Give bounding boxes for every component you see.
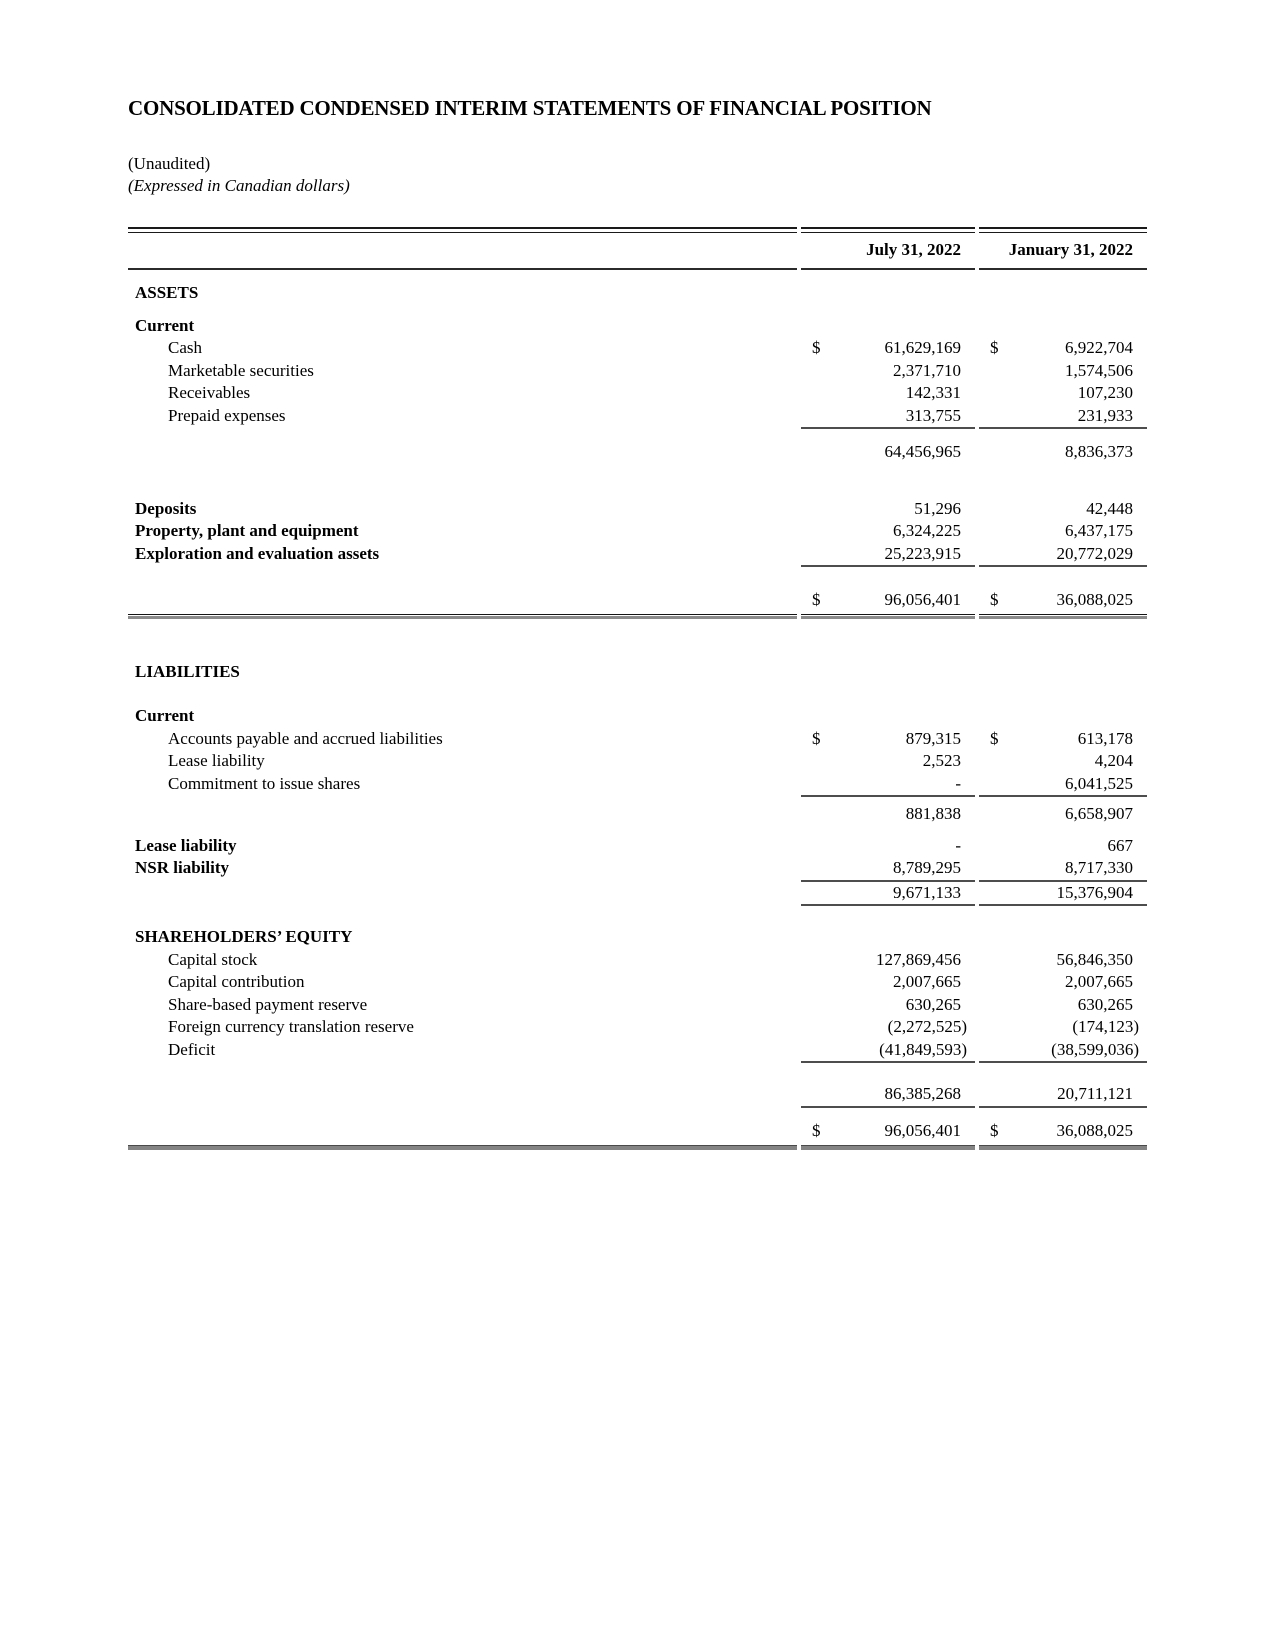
row-value [979, 498, 1147, 521]
spacer [128, 429, 1147, 441]
amount: (2,272,525) [887, 1017, 967, 1036]
row-value [801, 857, 975, 882]
amount: - [955, 773, 961, 793]
amount: (174,123) [1072, 1017, 1139, 1036]
amount: 142,331 [905, 383, 961, 402]
spacer [128, 906, 1147, 926]
amount: 2,371,710 [893, 360, 961, 380]
unaudited-note: (Unaudited) [128, 154, 211, 173]
table-row [128, 705, 1147, 728]
row-value [979, 835, 1147, 858]
amount: 313,755 [905, 405, 961, 425]
table-row [128, 315, 1147, 338]
rule-segment [128, 1145, 797, 1150]
row-value [979, 543, 1147, 568]
row-value [979, 520, 1147, 543]
header-bottom-rule [128, 268, 1147, 270]
row-value [801, 282, 975, 305]
amount: 8,836,373 [1065, 442, 1133, 461]
page-title: CONSOLIDATED CONDENSED INTERIM STATEMENTS OF FINANCIAL POSITION [128, 96, 932, 120]
amount: 2,523 [922, 751, 961, 770]
row-value [979, 773, 1147, 798]
table-row [128, 1083, 1147, 1108]
amount: 9,671,133 [893, 882, 961, 902]
row-label: NSR liability [135, 858, 229, 877]
row-label: Lease liability [168, 751, 265, 770]
row-value [801, 803, 975, 826]
total-rule [128, 1145, 1147, 1150]
row-value [979, 441, 1147, 464]
currency-note: (Expressed in Canadian dollars) [128, 176, 350, 195]
row-label [128, 589, 797, 612]
spacer [128, 464, 1147, 498]
row-value [979, 949, 1147, 972]
table-row [128, 589, 1147, 612]
row-value [801, 1083, 975, 1108]
amount: 25,223,915 [884, 543, 961, 563]
amount: 1,574,506 [1065, 360, 1133, 380]
amount: 4,204 [1094, 751, 1133, 770]
amount: 36,088,025 [1056, 1120, 1133, 1140]
amount: 20,711,121 [1057, 1084, 1133, 1103]
rule-segment [801, 268, 975, 270]
row-label [128, 882, 797, 907]
column-header-july: July 31, 2022 [866, 240, 961, 259]
row-value [801, 882, 975, 907]
row-value [801, 360, 975, 383]
rule-segment [979, 1145, 1147, 1150]
amount: (41,849,593) [879, 1039, 967, 1059]
amount: 630,265 [905, 994, 961, 1014]
table-top-rule [128, 227, 1147, 233]
rule-segment [979, 227, 1147, 233]
row-label: Deficit [168, 1039, 216, 1059]
amount: 61,629,169 [884, 338, 961, 357]
row-value [979, 1016, 1147, 1039]
table-row [128, 857, 1147, 882]
row-label: Property, plant and equipment [135, 521, 359, 540]
amount: 881,838 [905, 804, 961, 823]
amount: 6,437,175 [1065, 521, 1133, 540]
amount: 127,869,456 [876, 949, 961, 969]
row-label: Capital stock [168, 949, 258, 969]
spacer [128, 270, 1147, 282]
row-label: Share-based payment reserve [168, 994, 368, 1014]
dollar-sign: $ [812, 1120, 821, 1140]
rule-segment [801, 614, 975, 619]
row-label: LIABILITIES [135, 661, 240, 681]
table-row [128, 543, 1147, 568]
table-row [128, 661, 1147, 684]
table-row [128, 773, 1147, 798]
spacer [128, 826, 1147, 835]
amount: 51,296 [914, 498, 961, 518]
table-row [128, 949, 1147, 972]
amount: 86,385,268 [884, 1084, 961, 1103]
row-value [801, 1016, 975, 1039]
row-value [801, 337, 975, 360]
amount: 8,789,295 [893, 858, 961, 877]
column-header-january: January 31, 2022 [1008, 240, 1133, 259]
row-value [801, 1120, 975, 1143]
row-value [801, 520, 975, 543]
spacer [128, 1108, 1147, 1120]
row-value [979, 1120, 1147, 1143]
row-value [979, 803, 1147, 826]
amount: 6,041,525 [1065, 773, 1133, 793]
row-value [979, 282, 1147, 305]
row-value [801, 971, 975, 994]
rule-segment [801, 227, 975, 233]
total-rule [128, 614, 1147, 619]
row-value [801, 835, 975, 858]
rule-segment [128, 268, 797, 270]
spacer [128, 619, 1147, 661]
spacer [128, 683, 1147, 705]
row-label: Cash [168, 338, 202, 357]
row-value [979, 315, 1147, 338]
amount: 630,265 [1077, 994, 1133, 1014]
row-label: Foreign currency translation reserve [168, 1017, 414, 1036]
spacer [128, 1063, 1147, 1083]
row-value [979, 360, 1147, 383]
dollar-sign: $ [812, 728, 821, 748]
dollar-sign: $ [990, 1120, 999, 1140]
row-value [801, 750, 975, 773]
row-value [801, 405, 975, 430]
row-label: Commitment to issue shares [168, 773, 361, 793]
table-row [128, 803, 1147, 826]
row-label [128, 803, 797, 826]
row-label [128, 441, 797, 464]
table-row [128, 971, 1147, 994]
dollar-sign: $ [812, 338, 821, 357]
rule-segment [979, 268, 1147, 270]
row-value [979, 661, 1147, 684]
rule-segment [128, 614, 797, 619]
column-header-row [128, 233, 1147, 268]
table-row [128, 282, 1147, 305]
table-row [128, 1120, 1147, 1143]
dollar-sign: $ [990, 728, 999, 748]
row-label: Current [135, 315, 195, 335]
amount: 56,846,350 [1056, 949, 1133, 969]
row-label: Receivables [168, 383, 251, 402]
row-value [801, 315, 975, 338]
row-value [979, 589, 1147, 612]
row-value [979, 994, 1147, 1017]
amount: 36,088,025 [1056, 590, 1133, 609]
row-label: Deposits [135, 498, 197, 518]
row-value [801, 589, 975, 612]
dollar-sign: $ [990, 338, 999, 357]
row-value [979, 382, 1147, 405]
statement-table [128, 227, 1147, 1150]
row-label [128, 1120, 797, 1143]
row-label: Current [135, 706, 195, 725]
row-value [801, 926, 975, 949]
amount: 96,056,401 [884, 1120, 961, 1140]
row-value [979, 728, 1147, 751]
amount: 8,717,330 [1065, 858, 1133, 877]
label-column-header [128, 239, 797, 261]
amount: 64,456,965 [884, 442, 961, 461]
table-row [128, 1039, 1147, 1064]
table-row [128, 441, 1147, 464]
row-value [801, 728, 975, 751]
amount: 6,658,907 [1065, 804, 1133, 823]
row-value [979, 750, 1147, 773]
table-row [128, 1016, 1147, 1039]
row-label: Accounts payable and accrued liabilities [168, 728, 443, 748]
row-label: Marketable securities [168, 360, 314, 380]
amount: 42,448 [1086, 498, 1133, 518]
spacer [128, 567, 1147, 589]
rule-segment [128, 227, 797, 233]
row-value [801, 949, 975, 972]
amount: 20,772,029 [1056, 543, 1133, 563]
amount: 613,178 [1077, 728, 1133, 748]
table-row [128, 926, 1147, 949]
amount: 231,933 [1077, 405, 1133, 425]
table-row [128, 360, 1147, 383]
amount: - [955, 835, 961, 855]
row-label: ASSETS [135, 283, 199, 302]
row-label: SHAREHOLDERS’ EQUITY [135, 927, 353, 946]
table-row [128, 882, 1147, 907]
row-value [979, 405, 1147, 430]
row-value [979, 1039, 1147, 1064]
row-value [979, 337, 1147, 360]
row-value [801, 543, 975, 568]
row-label [128, 1083, 797, 1108]
amount: 879,315 [905, 728, 961, 748]
table-row [128, 405, 1147, 430]
table-row [128, 835, 1147, 858]
table-row [128, 750, 1147, 773]
amount: 6,324,225 [893, 521, 961, 540]
dollar-sign: $ [990, 590, 999, 609]
row-value [979, 971, 1147, 994]
row-value [801, 705, 975, 728]
row-value [979, 926, 1147, 949]
amount: 107,230 [1077, 383, 1133, 402]
spacer [128, 305, 1147, 315]
row-value [801, 498, 975, 521]
table-row [128, 337, 1147, 360]
row-value [801, 1039, 975, 1064]
row-value [801, 441, 975, 464]
row-value [979, 705, 1147, 728]
amount: 96,056,401 [884, 590, 961, 609]
row-value [979, 882, 1147, 907]
rule-segment [979, 614, 1147, 619]
table-row [128, 382, 1147, 405]
row-value [979, 857, 1147, 882]
row-label: Lease liability [135, 835, 237, 855]
rule-segment [801, 1145, 975, 1150]
row-value [801, 382, 975, 405]
table-row [128, 994, 1147, 1017]
amount: (38,599,036) [1051, 1039, 1139, 1059]
row-value [801, 661, 975, 684]
table-row [128, 728, 1147, 751]
row-value [979, 1083, 1147, 1108]
amount: 2,007,665 [1065, 972, 1133, 991]
table-row [128, 498, 1147, 521]
amount: 667 [1107, 835, 1133, 855]
row-label: Capital contribution [168, 972, 305, 991]
amount: 6,922,704 [1065, 338, 1133, 357]
row-value [801, 994, 975, 1017]
row-label: Exploration and evaluation assets [135, 543, 380, 563]
row-label: Prepaid expenses [168, 405, 286, 425]
amount: 15,376,904 [1056, 882, 1133, 902]
statement-table-body [128, 282, 1147, 1150]
amount: 2,007,665 [893, 972, 961, 991]
dollar-sign: $ [812, 590, 821, 609]
table-row [128, 520, 1147, 543]
row-value [801, 773, 975, 798]
